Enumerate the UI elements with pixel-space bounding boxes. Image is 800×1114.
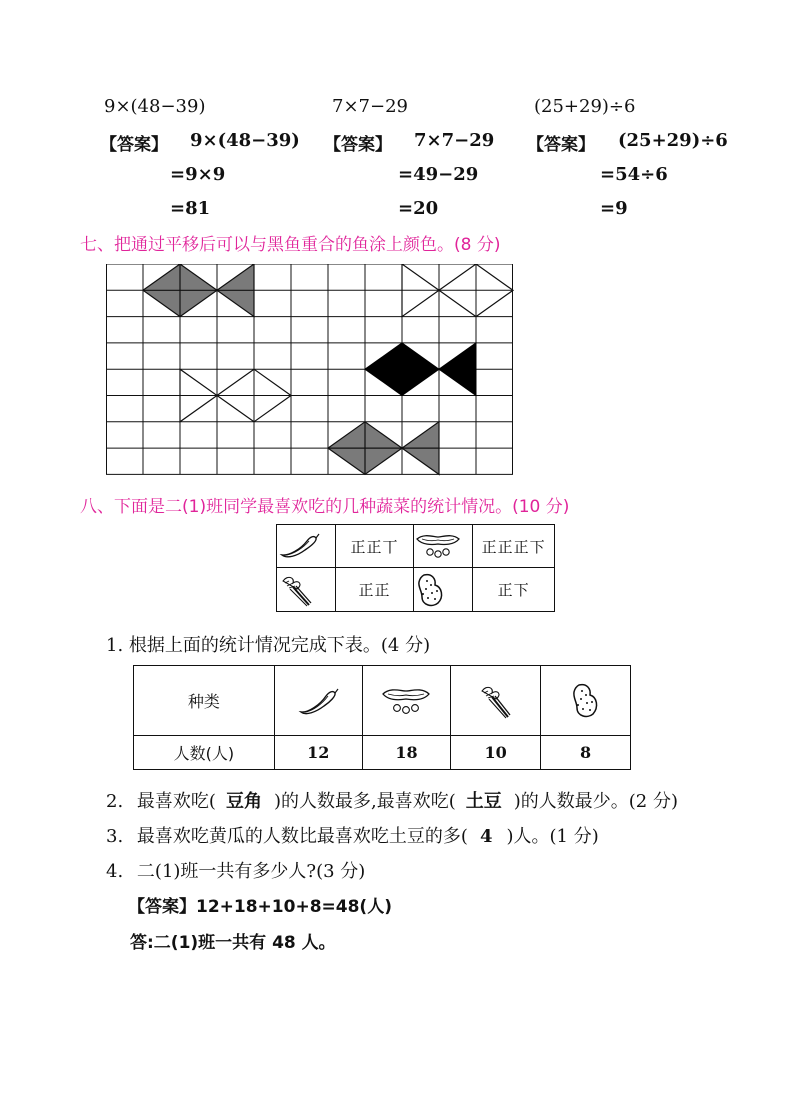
question-2-part-2: )的人数最多,最喜欢吃( [273, 791, 456, 812]
tally-table [276, 524, 555, 612]
question-3 [106, 822, 599, 848]
question-2-answer-1: 豆角 [225, 791, 262, 812]
calc-3-step-3: =9 [600, 198, 628, 219]
calc-2-question: 7×7−29 [332, 96, 408, 117]
question-4-text: 二(1)班一共有多少人?(3 分) [136, 861, 366, 882]
calc-2-step-1: 7×7−29 [414, 130, 495, 151]
calc-3-step-2: =54÷6 [600, 164, 668, 185]
tally-celery-cell [277, 568, 336, 612]
calc-2-answer-label: 【答案】 [324, 135, 392, 155]
stats-value-bean: 18 [362, 736, 450, 770]
calc-3-step-1: (25+29)÷6 [618, 130, 728, 151]
fish-gray-bottom [328, 422, 439, 475]
calc-1-step-2: =9×9 [170, 164, 226, 185]
stats-value-cucumber: 12 [274, 736, 362, 770]
celery-icon [277, 571, 317, 609]
calc-3-question: (25+29)÷6 [534, 96, 636, 117]
cucumber-icon [277, 529, 321, 563]
question-2-part-3: )的人数最少。(2 分) [513, 791, 678, 812]
stats-header-cucumber [274, 666, 362, 736]
bean-pod-icon [414, 529, 462, 563]
stats-header-label: 种类 [134, 666, 275, 736]
question-3-number: 3. [106, 826, 124, 847]
celery-icon [476, 681, 516, 721]
calc-2-step-3: =20 [398, 198, 439, 219]
question-3-part-1: 最喜欢吃黄瓜的人数比最喜欢吃土豆的多( [136, 826, 468, 847]
section-7-title: 七、把通过平移后可以与黑鱼重合的鱼涂上颜色。(8 分) [80, 235, 501, 255]
fish-black [365, 343, 476, 396]
question-4 [106, 857, 365, 883]
question-4-answer: 【答案】12+18+10+8=48(人) [128, 897, 392, 917]
stats-table [133, 665, 631, 770]
question-4-number: 4. [106, 861, 124, 882]
calc-1-step-3: =81 [170, 198, 211, 219]
stats-header-celery [451, 666, 541, 736]
tally-cucumber-marks: 正正丅 [335, 525, 414, 568]
question-2-number: 2. [106, 791, 124, 812]
question-1: 1. 根据上面的统计情况完成下表。(4 分) [106, 635, 431, 656]
tally-celery-marks: 正正 [335, 568, 414, 612]
calc-1-answer-label: 【答案】 [100, 135, 168, 155]
stats-header-potato [541, 666, 631, 736]
stats-value-celery: 10 [451, 736, 541, 770]
tally-bean-marks: 正正正下 [473, 525, 555, 568]
tally-potato-cell [414, 568, 473, 612]
fish-grid [106, 264, 514, 476]
tally-cucumber-cell [277, 525, 336, 568]
potato-icon [569, 681, 603, 721]
tally-potato-marks: 正下 [473, 568, 555, 612]
calc-1-step-1: 9×(48−39) [190, 130, 300, 151]
calc-1-question: 9×(48−39) [104, 96, 206, 117]
fish-gray-top [143, 264, 254, 317]
stats-header-bean [362, 666, 450, 736]
question-3-part-2: )人。(1 分) [506, 826, 599, 847]
question-3-answer: 4 [479, 826, 493, 847]
question-4-final-answer: 答:二(1)班一共有 48 人。 [130, 933, 336, 953]
section-8-title: 八、下面是二(1)班同学最喜欢吃的几种蔬菜的统计情况。(10 分) [80, 497, 570, 517]
cucumber-icon [296, 682, 340, 720]
bean-pod-icon [380, 682, 432, 720]
potato-icon [414, 571, 448, 609]
question-2-part-1: 最喜欢吃( [136, 791, 216, 812]
question-2-answer-2: 土豆 [465, 791, 502, 812]
tally-bean-cell [414, 525, 473, 568]
calc-3-answer-label: 【答案】 [527, 135, 595, 155]
question-2 [106, 787, 678, 813]
stats-row-label: 人数(人) [134, 736, 275, 770]
calc-2-step-2: =49−29 [398, 164, 479, 185]
stats-value-potato: 8 [541, 736, 631, 770]
